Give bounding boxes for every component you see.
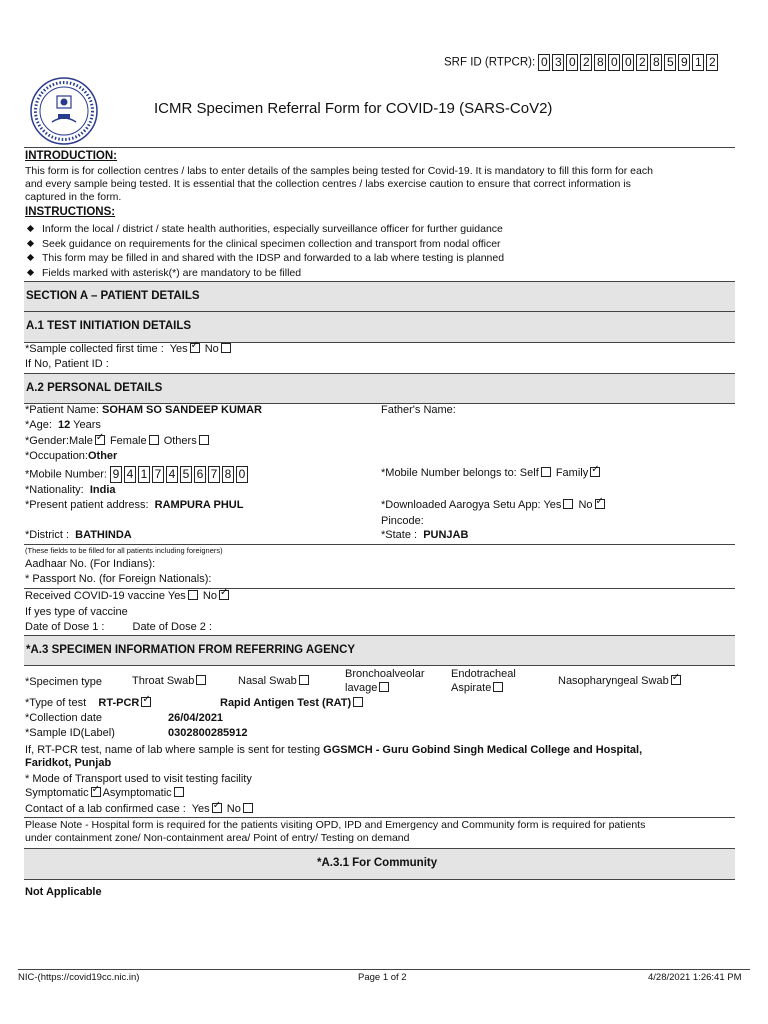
mobile-row: *Mobile Number: 9 4 1 7 4 5 6 7 8 0 — [25, 466, 250, 483]
nasal-swab-checkbox[interactable] — [299, 675, 309, 685]
bullet-icon — [27, 225, 34, 232]
naso-option: Nasopharyngeal Swab✓ — [558, 675, 683, 687]
icmr-emblem-icon — [27, 76, 101, 146]
lab-row: If, RT-PCR test, name of lab where sample is sent for testing GGSMCH - Guru Gobind Singh Medical College and Hospital, — [25, 744, 643, 756]
srf-id-row — [444, 54, 720, 71]
symptomatic-checkbox[interactable] — [91, 787, 101, 797]
collection-date-value: 26/04/2021 — [168, 712, 224, 724]
srf-digit: 8 — [594, 54, 606, 71]
contact-no-checkbox[interactable] — [243, 803, 253, 813]
occupation-row: *Occupation:Other — [25, 450, 118, 462]
rtpcr-checkbox[interactable] — [141, 697, 151, 707]
address-row: *Present patient address: RAMPURA PHUL — [25, 499, 244, 511]
broncho-checkbox[interactable] — [379, 682, 389, 692]
age-row: *Age: 12 Years — [25, 419, 101, 431]
vaccine-row: Received COVID-19 vaccine Yes No✓ — [25, 590, 231, 602]
instruction-item: Fields marked with asterisk(*) are mandatory to be filled — [25, 266, 504, 281]
gender-row: *Gender:Male✓ Female Others — [25, 435, 211, 447]
contact-row: Contact of a lab confirmed case : Yes✓ No — [25, 803, 255, 815]
hospital-note: Please Note - Hospital form is required for the patients visiting OPD, IPD and Emergency and Community form is required for patients under containment zone/ Non-containment area/ Point of entry/ Testing on demand — [25, 819, 646, 844]
srf-digit: 3 — [552, 54, 564, 71]
throat-swab-option: Throat Swab — [132, 675, 208, 687]
srf-digit: 1 — [692, 54, 704, 71]
introduction-line: This form is for collection centres / labs to enter details of the samples being tested for Covid-19. It is mandatory to fill this form for each — [25, 165, 653, 177]
mobile-digit: 1 — [138, 466, 150, 483]
mobile-digit: 4 — [124, 466, 136, 483]
gender-female-checkbox[interactable] — [149, 435, 159, 445]
district-row: *District : BATHINDA — [25, 529, 132, 541]
test-type-row: *Type of test RT-PCR✓ — [25, 697, 153, 709]
mobile-digit: 5 — [180, 466, 192, 483]
bullet-icon — [27, 240, 34, 247]
aarogya-no-checkbox[interactable] — [595, 499, 605, 509]
instruction-item: This form may be filled in and shared with the IDSP and forwarded to a lab where testing is planned — [25, 251, 504, 266]
mobile-digit: 4 — [166, 466, 178, 483]
srf-digit: 2 — [636, 54, 648, 71]
mobile-digit: 8 — [222, 466, 234, 483]
throat-swab-checkbox[interactable] — [196, 675, 206, 685]
vaccine-type-label: If yes type of vaccine — [25, 606, 128, 618]
mobile-digits — [110, 466, 250, 483]
instructions-heading: INSTRUCTIONS: — [25, 206, 116, 218]
srf-digit: 9 — [678, 54, 690, 71]
dose-row: Date of Dose 1 : Date of Dose 2 : — [25, 621, 212, 633]
section-a-header: SECTION A – PATIENT DETAILS — [24, 281, 735, 312]
asymptomatic-checkbox[interactable] — [174, 787, 184, 797]
specimen-type-label: *Specimen type — [25, 676, 103, 688]
sample-id-value: 0302800285912 — [168, 727, 248, 739]
srf-digit: 2 — [580, 54, 592, 71]
state-row: *State : PUNJAB — [381, 529, 469, 541]
mobile-belongs-row: *Mobile Number belongs to: Self Family✓ — [381, 467, 602, 479]
mobile-family-checkbox[interactable] — [590, 467, 600, 477]
contact-yes-checkbox[interactable] — [212, 803, 222, 813]
srf-digit: 0 — [608, 54, 620, 71]
srf-digit: 2 — [706, 54, 718, 71]
patient-id-row: If No, Patient ID : — [25, 358, 109, 370]
patient-name-row: *Patient Name: SOHAM SO SANDEEP KUMAR — [25, 404, 262, 416]
nationality-row: *Nationality: India — [25, 484, 116, 496]
vaccine-yes-checkbox[interactable] — [188, 590, 198, 600]
footer-left: NIC-(https://covid19cc.nic.in) — [18, 972, 140, 983]
aarogya-row: *Downloaded Aarogya Setu App: Yes No✓ — [381, 499, 607, 511]
transport-label: * Mode of Transport used to visit testing facility — [25, 773, 252, 785]
bullet-icon — [27, 254, 34, 261]
first-time-no-checkbox[interactable] — [221, 343, 231, 353]
srf-id-digits — [538, 54, 720, 71]
srf-digit: 0 — [622, 54, 634, 71]
introduction-heading: INTRODUCTION: — [25, 150, 117, 162]
vaccine-no-checkbox[interactable] — [219, 590, 229, 600]
introduction-line: and every sample being tested. It is essential that the collection centres / labs exercise caution to ensure that correct information is — [25, 178, 631, 190]
srf-digit: 0 — [566, 54, 578, 71]
srf-digit: 8 — [650, 54, 662, 71]
patient-name-value: SOHAM SO SANDEEP KUMAR — [102, 404, 262, 416]
symptom-row: Symptomatic✓ Asymptomatic — [25, 787, 186, 799]
a1-header: A.1 TEST INITIATION DETAILS — [24, 311, 735, 343]
mobile-digit: 6 — [194, 466, 206, 483]
pincode-label: Pincode: — [381, 515, 424, 527]
mobile-digit: 9 — [110, 466, 122, 483]
srf-digit: 5 — [664, 54, 676, 71]
mobile-digit: 7 — [208, 466, 220, 483]
instruction-item: Seek guidance on requirements for the clinical specimen collection and transport from nodal officer — [25, 237, 504, 252]
introduction-text — [25, 165, 653, 204]
father-name-label: Father's Name: — [381, 404, 456, 416]
instruction-item: Inform the local / district / state health authorities, especially surveillance officer for further guidance — [25, 222, 504, 237]
form-title: ICMR Specimen Referral Form for COVID-19 (SARS-CoV2) — [154, 100, 553, 117]
sample-id-label: *Sample ID(Label) — [25, 727, 115, 739]
a3-header: *A.3 SPECIMEN INFORMATION FROM REFERRING AGENCY — [24, 635, 735, 666]
rat-checkbox[interactable] — [353, 697, 363, 707]
footer-page: Page 1 of 2 — [358, 972, 407, 983]
a31-value: Not Applicable — [25, 886, 102, 898]
a31-header: *A.3.1 For Community — [24, 848, 735, 880]
first-time-yes-checkbox[interactable] — [190, 343, 200, 353]
first-time-row: *Sample collected first time : Yes✓ No — [25, 343, 233, 355]
endo-option: Endotracheal Aspirate — [451, 668, 516, 694]
gender-male-checkbox[interactable] — [95, 435, 105, 445]
foreigners-note: (These fields to be filled for all patients including foreigners) — [25, 546, 223, 555]
mobile-self-checkbox[interactable] — [541, 467, 551, 477]
bullet-icon — [27, 269, 34, 276]
broncho-option: Bronchoalveolar lavage — [345, 668, 425, 694]
aadhaar-label: Aadhaar No. (For Indians): — [25, 558, 156, 570]
srf-digit: 0 — [538, 54, 550, 71]
a2-header: A.2 PERSONAL DETAILS — [24, 373, 735, 404]
mobile-digit: 7 — [152, 466, 164, 483]
aarogya-yes-checkbox[interactable] — [563, 499, 573, 509]
collection-date-label: *Collection date — [25, 712, 103, 724]
passport-label: * Passport No. (for Foreign Nationals): — [25, 573, 212, 585]
lab-value-line2: Faridkot, Punjab — [25, 757, 112, 769]
nasal-swab-option: Nasal Swab — [238, 675, 311, 687]
naso-swab-checkbox[interactable] — [671, 675, 681, 685]
srf-id-label: SRF ID (RTPCR): — [444, 56, 536, 69]
rat-option: Rapid Antigen Test (RAT) — [220, 697, 365, 709]
instructions-list — [25, 222, 504, 280]
footer-timestamp: 4/28/2021 1:26:41 PM — [648, 972, 742, 983]
gender-others-checkbox[interactable] — [199, 435, 209, 445]
endo-checkbox[interactable] — [493, 682, 503, 692]
introduction-line: captured in the form. — [25, 191, 122, 203]
mobile-digit: 0 — [236, 466, 248, 483]
